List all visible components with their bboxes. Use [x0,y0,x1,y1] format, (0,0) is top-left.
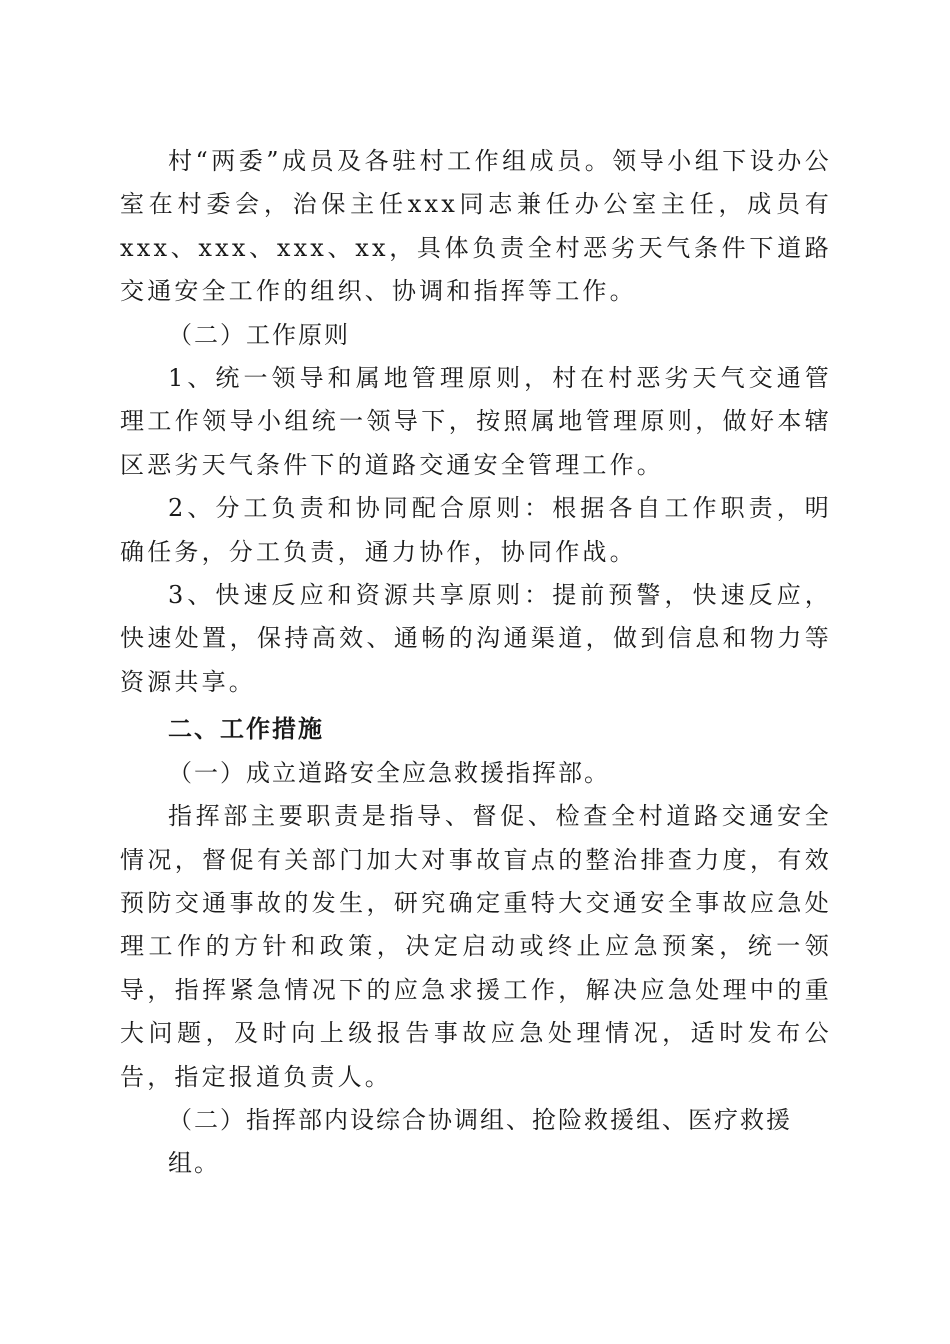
paragraph-command-duties: 指挥部主要职责是指导、督促、检查全村道路交通安全情况，督促有关部门加大对事故盲点的整治排查力度，有效预防交通事故的发生，研究确定重特大交通安全事故应急处理工作的方针和政策，决定启动或终止应急预案，统一领导，指挥紧急情况下的应急求援工作，解决应急处理中的重大问题，及时向上级报告事故应急处理情况，适时发布公告，指定报道负责人。 [120,802,832,1091]
paragraph-principle-2: 2、分工负责和协同配合原则：根据各自工作职责，明确任务，分工负责，通力协作，协同作战。 [120,494,832,566]
heading-measure-1: （一）成立道路安全应急救援指挥部。 [168,758,610,787]
heading-measure-2: （二）指挥部内设综合协调组、抢险救援组、医疗救援组。 [168,1105,792,1178]
paragraph-principle-1: 1、统一领导和属地管理原则，村在村恶劣天气交通管理工作领导小组统一领导下，按照属地管理原则，做好本辖区恶劣天气条件下的道路交通安全管理工作。 [120,364,832,479]
document-page [120,140,832,1186]
heading-work-measures: 二、工作措施 [168,715,324,744]
paragraph-leadership-members: 村“两委”成员及各驻村工作组成员。领导小组下设办公室在村委会，治保主任xxx同志兼任办公室主任，成员有xxx、xxx、xxx、xx，具体负责全村恶劣天气条件下道路交通安全工作的组织、协调和指挥等工作。 [120,147,832,306]
heading-work-principles: （二）工作原则 [168,320,350,349]
paragraph-principle-3: 3、快速反应和资源共享原则：提前预警，快速反应，快速处置，保持高效、通畅的沟通渠道，做到信息和物力等资源共享。 [120,581,832,696]
